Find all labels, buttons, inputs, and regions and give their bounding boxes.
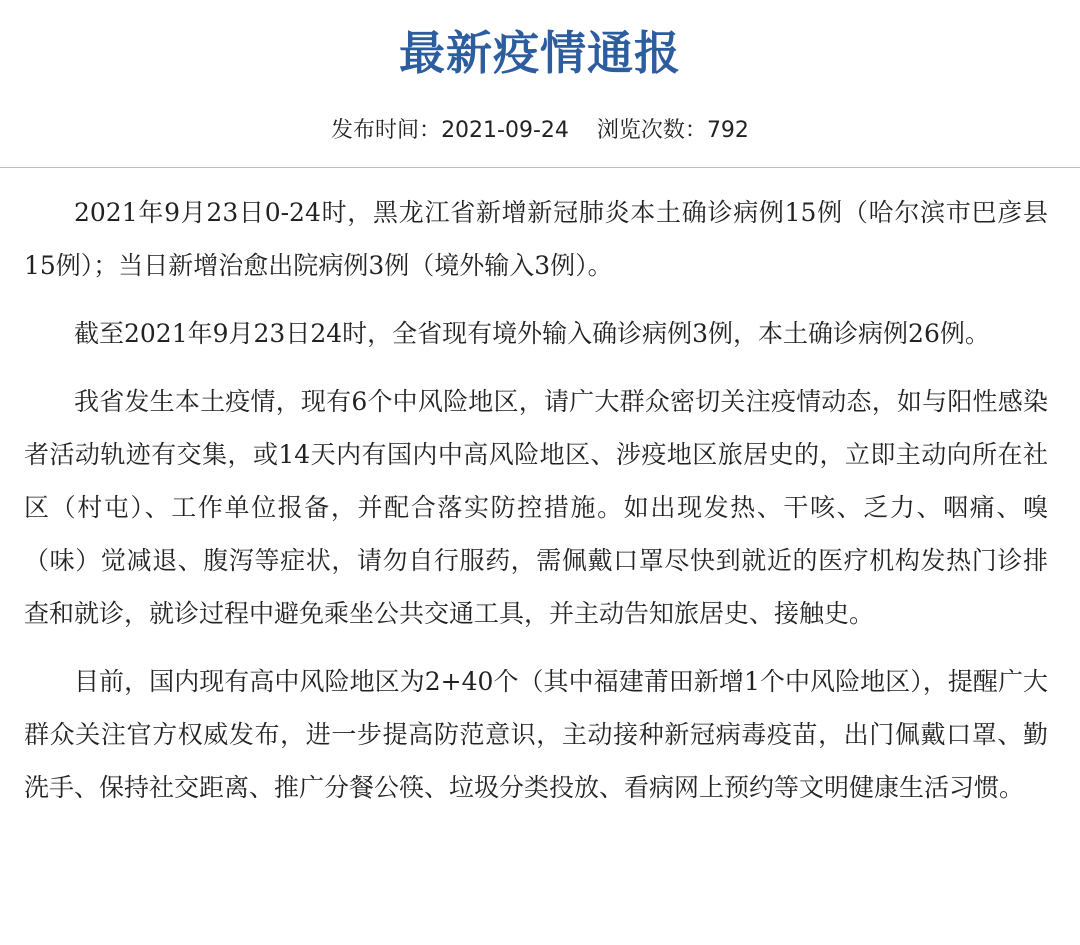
article-paragraph: 我省发生本土疫情，现有6个中风险地区，请广大群众密切关注疫情动态，如与阳性感染者活动轨迹有交集，或14天内有国内中高风险地区、涉疫地区旅居史的，立即主动向所在社区（村屯）、工作单位报备，并配合落实防控措施。如出现发热、干咳、乏力、咽痛、嗅（味）觉减退、腹泻等症状，请勿自行服药，需佩戴口罩尽快到就近的医疗机构发热门诊排查和就诊，就诊过程中避免乘坐公共交通工具，并主动告知旅居史、接触史。 [24, 387, 1048, 628]
article-body [24, 186, 1048, 829]
header-divider [0, 167, 1080, 168]
page-title: 最新疫情通报 [399, 26, 681, 80]
article-paragraph: 2021年9月23日0-24时，黑龙江省新增新冠肺炎本土确诊病例15例（哈尔滨市巴彦县15例）；当日新增治愈出院病例3例（境外输入3例）。 [24, 198, 1048, 280]
publish-label: 发布时间： [331, 118, 442, 143]
publish-date: 2021-09-24 [441, 118, 569, 143]
article-paragraph: 截至2021年9月23日24时，全省现有境外输入确诊病例3例，本土确诊病例26例。 [74, 319, 990, 348]
article-paragraph: 目前，国内现有高中风险地区为2+40个（其中福建莆田新增1个中风险地区），提醒广大群众关注官方权威发布，进一步提高防范意识，主动接种新冠病毒疫苗，出门佩戴口罩、勤洗手、保持社交距离、推广分餐公筷、垃圾分类投放、看病网上预约等文明健康生活习惯。 [24, 667, 1048, 802]
article-meta [0, 114, 1080, 148]
views-count: 792 [706, 118, 749, 143]
views-label: 浏览次数： [596, 118, 707, 143]
